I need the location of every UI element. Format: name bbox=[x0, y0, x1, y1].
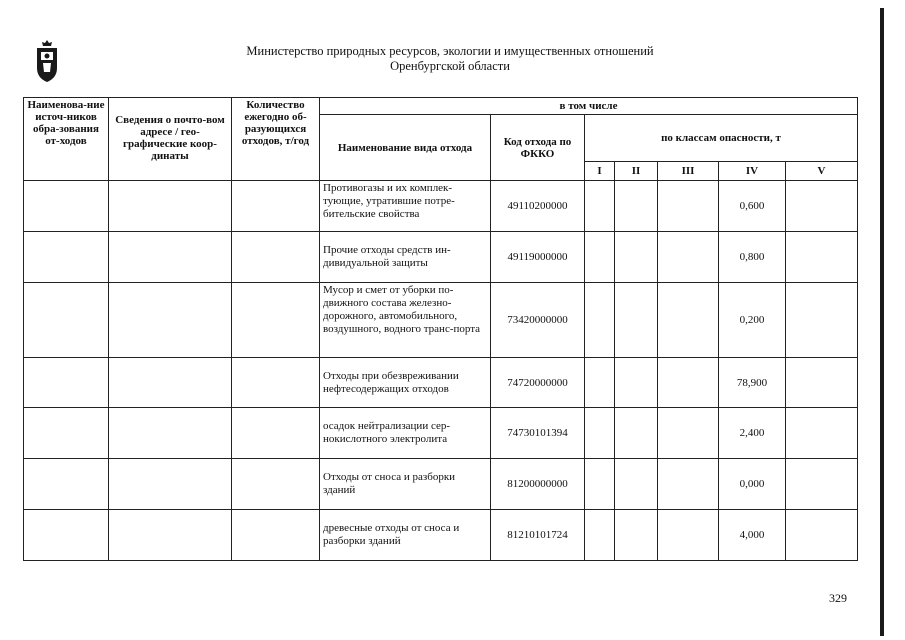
header-hazard-class: по классам опасности, т bbox=[585, 115, 858, 162]
address-cell bbox=[109, 283, 232, 358]
header-including: в том числе bbox=[320, 98, 858, 115]
waste-name-cell: Отходы при обезвреживании нефтесодержащих отходов bbox=[320, 358, 491, 408]
ministry-name: Министерство природных ресурсов, экологии и имущественных отношений bbox=[246, 44, 654, 58]
waste-name-cell: Мусор и смет от уборки по-движного состава железно-дорожного, автомобильного, воздушного, водного транс-порта bbox=[320, 283, 491, 358]
class-i-cell bbox=[585, 181, 615, 232]
class-v-cell bbox=[786, 181, 858, 232]
class-v-cell bbox=[786, 408, 858, 459]
class-iv-cell: 2,400 bbox=[719, 408, 786, 459]
header-class-i: I bbox=[585, 162, 615, 181]
waste-name-cell: древесные отходы от сноса и разборки зданий bbox=[320, 510, 491, 561]
header-fkko-code: Код отхода по ФККО bbox=[491, 115, 585, 181]
address-cell bbox=[109, 510, 232, 561]
source-cell bbox=[24, 459, 109, 510]
table-row bbox=[24, 510, 858, 561]
class-v-cell bbox=[786, 232, 858, 283]
class-i-cell bbox=[585, 408, 615, 459]
class-ii-cell bbox=[615, 181, 658, 232]
class-ii-cell bbox=[615, 232, 658, 283]
class-i-cell bbox=[585, 459, 615, 510]
header-waste-type: Наименование вида отхода bbox=[320, 115, 491, 181]
class-iii-cell bbox=[658, 358, 719, 408]
regional-emblem-icon bbox=[33, 38, 61, 84]
class-iii-cell bbox=[658, 510, 719, 561]
quantity-cell bbox=[232, 283, 320, 358]
waste-name-cell: Прочие отходы средств ин-дивидуальной защиты bbox=[320, 232, 491, 283]
class-iii-cell bbox=[658, 459, 719, 510]
waste-table bbox=[23, 97, 858, 561]
class-iv-cell: 78,900 bbox=[719, 358, 786, 408]
fkko-code-cell: 81200000000 bbox=[491, 459, 585, 510]
address-cell bbox=[109, 459, 232, 510]
source-cell bbox=[24, 408, 109, 459]
waste-name-cell: Противогазы и их комплек-тующие, утратившие потре-бительские свойства bbox=[320, 181, 491, 232]
table-row bbox=[24, 232, 858, 283]
quantity-cell bbox=[232, 459, 320, 510]
source-cell bbox=[24, 358, 109, 408]
class-i-cell bbox=[585, 232, 615, 283]
quantity-cell bbox=[232, 408, 320, 459]
ministry-header bbox=[180, 44, 720, 74]
table-row bbox=[24, 181, 858, 232]
class-iii-cell bbox=[658, 232, 719, 283]
source-cell bbox=[24, 181, 109, 232]
header-address: Сведения о почто-вом адресе / гео-графические коор-динаты bbox=[109, 98, 232, 181]
class-iii-cell bbox=[658, 283, 719, 358]
class-ii-cell bbox=[615, 283, 658, 358]
class-ii-cell bbox=[615, 358, 658, 408]
quantity-cell bbox=[232, 358, 320, 408]
quantity-cell bbox=[232, 181, 320, 232]
class-i-cell bbox=[585, 358, 615, 408]
waste-name-cell: осадок нейтрализации сер-нокислотного электролита bbox=[320, 408, 491, 459]
class-v-cell bbox=[786, 459, 858, 510]
fkko-code-cell: 74720000000 bbox=[491, 358, 585, 408]
table-row bbox=[24, 408, 858, 459]
header-source-name: Наименова-ние источ-ников обра-зования от-ходов bbox=[24, 98, 109, 181]
class-iv-cell: 0,200 bbox=[719, 283, 786, 358]
page-number: 329 bbox=[829, 591, 847, 605]
quantity-cell bbox=[232, 510, 320, 561]
waste-name-cell: Отходы от сноса и разборки зданий bbox=[320, 459, 491, 510]
class-ii-cell bbox=[615, 510, 658, 561]
class-ii-cell bbox=[615, 408, 658, 459]
class-i-cell bbox=[585, 283, 615, 358]
region-name: Оренбургской области bbox=[390, 59, 510, 73]
table-row bbox=[24, 459, 858, 510]
header-class-ii: II bbox=[615, 162, 658, 181]
fkko-code-cell: 73420000000 bbox=[491, 283, 585, 358]
fkko-code-cell: 81210101724 bbox=[491, 510, 585, 561]
class-iv-cell: 0,600 bbox=[719, 181, 786, 232]
header-class-iv: IV bbox=[719, 162, 786, 181]
source-cell bbox=[24, 283, 109, 358]
source-cell bbox=[24, 510, 109, 561]
class-iv-cell: 0,800 bbox=[719, 232, 786, 283]
header-class-v: V bbox=[786, 162, 858, 181]
fkko-code-cell: 49110200000 bbox=[491, 181, 585, 232]
class-i-cell bbox=[585, 510, 615, 561]
page-edge-bar bbox=[880, 8, 884, 636]
class-ii-cell bbox=[615, 459, 658, 510]
class-iv-cell: 0,000 bbox=[719, 459, 786, 510]
quantity-cell bbox=[232, 232, 320, 283]
class-iii-cell bbox=[658, 181, 719, 232]
class-iii-cell bbox=[658, 408, 719, 459]
class-v-cell bbox=[786, 283, 858, 358]
fkko-code-cell: 49119000000 bbox=[491, 232, 585, 283]
table-row bbox=[24, 283, 858, 358]
class-v-cell bbox=[786, 510, 858, 561]
header-class-iii: III bbox=[658, 162, 719, 181]
address-cell bbox=[109, 181, 232, 232]
table-row bbox=[24, 358, 858, 408]
fkko-code-cell: 74730101394 bbox=[491, 408, 585, 459]
source-cell bbox=[24, 232, 109, 283]
address-cell bbox=[109, 232, 232, 283]
class-v-cell bbox=[786, 358, 858, 408]
header-quantity: Количество ежегодно об-разующихся отходов, т/год bbox=[232, 98, 320, 181]
address-cell bbox=[109, 358, 232, 408]
class-iv-cell: 4,000 bbox=[719, 510, 786, 561]
address-cell bbox=[109, 408, 232, 459]
